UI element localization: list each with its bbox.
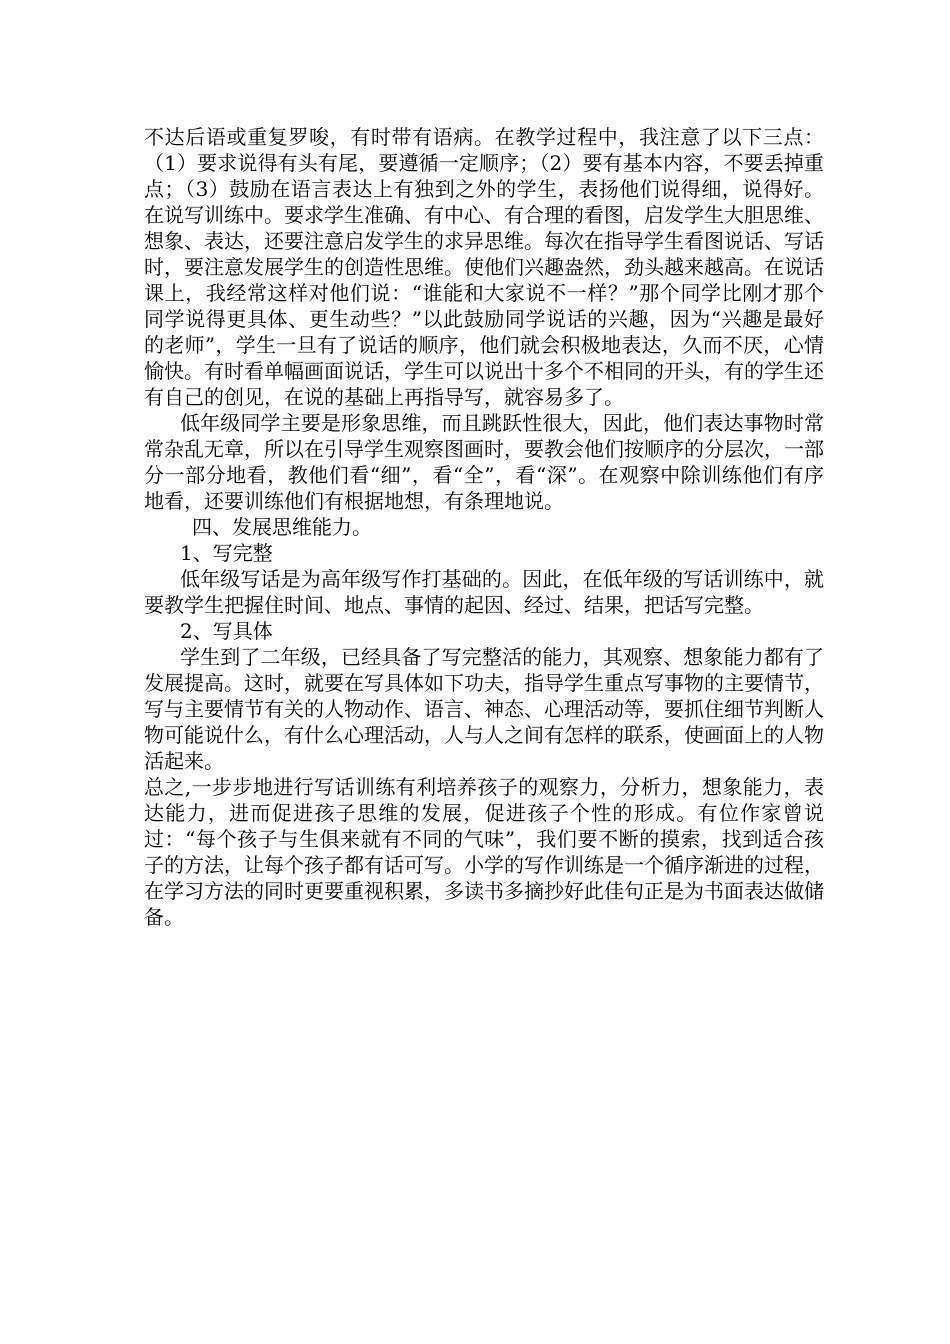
paragraph-image-thinking: 低年级同学主要是形象思维，而且跳跃性很大，因此，他们表达事物时常常杂乱无章，所以在引导学生观察图画时，要教会他们按顺序的分层次，一部分一部分地看，教他们看“细”，看“全”，看“深”。在观察中除训练他们有序地看，还要训练他们有根据地想，有条理地说。 xyxy=(144,411,824,513)
document-body xyxy=(144,124,824,930)
subheading-complete: 1、写完整 xyxy=(180,541,273,565)
paragraph-continuation: 不达后语或重复罗唆，有时带有语病。在教学过程中，我注意了以下三点：（1）要求说得有头有尾，要遵循一定顺序；（2）要有基本内容，不要丢掉重点；（3）鼓励在语言表达上有独到之外的学生，表扬他们说得细，说得好。在说写训练中。要求学生准确、有中心、有合理的看图，启发学生大胆思维、想象、表达，还要注意启发学生的求异思维。每次在指导学生看图说话、写话时，要注意发展学生的创造性思维。使他们兴趣盎然，劲头越来越高。在说话课上，我经常这样对他们说：“谁能和大家说不一样？”那个同学比刚才那个同学说得更具体、更生动些？”以此鼓励同学说话的兴趣，因为“兴趣是最好的老师”，学生一旦有了说话的顺序，他们就会积极地表达，久而不厌，心情愉快。有时看单幅画面说话，学生可以说出十多个不相同的开头，有的学生还有自己的创见，在说的基础上再指导写，就容易多了。 xyxy=(144,125,824,409)
paragraph-conclusion: 总之,一步步地进行写话训练有利培养孩子的观察力，分析力，想象能力，表达能力，进而促进孩子思维的发展，促进孩子个性的形成。有位作家曾说过：“每个孩子与生俱来就有不同的气味”，我们要不断的摸索，找到适合孩子的方法，让每个孩子都有话可写。小学的写作训练是一个循序渐进的过程，在学习方法的同时更要重视积累，多读书多摘抄好此佳句正是为书面表达做储备。 xyxy=(144,775,824,929)
section-heading-thinking: 四、发展思维能力。 xyxy=(192,515,372,539)
paragraph-specific: 学生到了二年级，已经具备了写完整活的能力，其观察、想象能力都有了发展提高。这时，就要在写具体如下功夫，指导学生重点写事物的主要情节，写与主要情节有关的人物动作、语言、神态、心理活动等，要抓住细节判断人物可能说什么，有什么心理活动，人与人之间有怎样的联系，使画面上的人物活起来。 xyxy=(144,645,824,773)
subheading-specific: 2、写具体 xyxy=(180,619,273,643)
paragraph-complete: 低年级写话是为高年级写作打基础的。因此，在低年级的写话训练中，就要教学生把握住时间、地点、事情的起因、经过、结果，把话写完整。 xyxy=(144,567,824,617)
